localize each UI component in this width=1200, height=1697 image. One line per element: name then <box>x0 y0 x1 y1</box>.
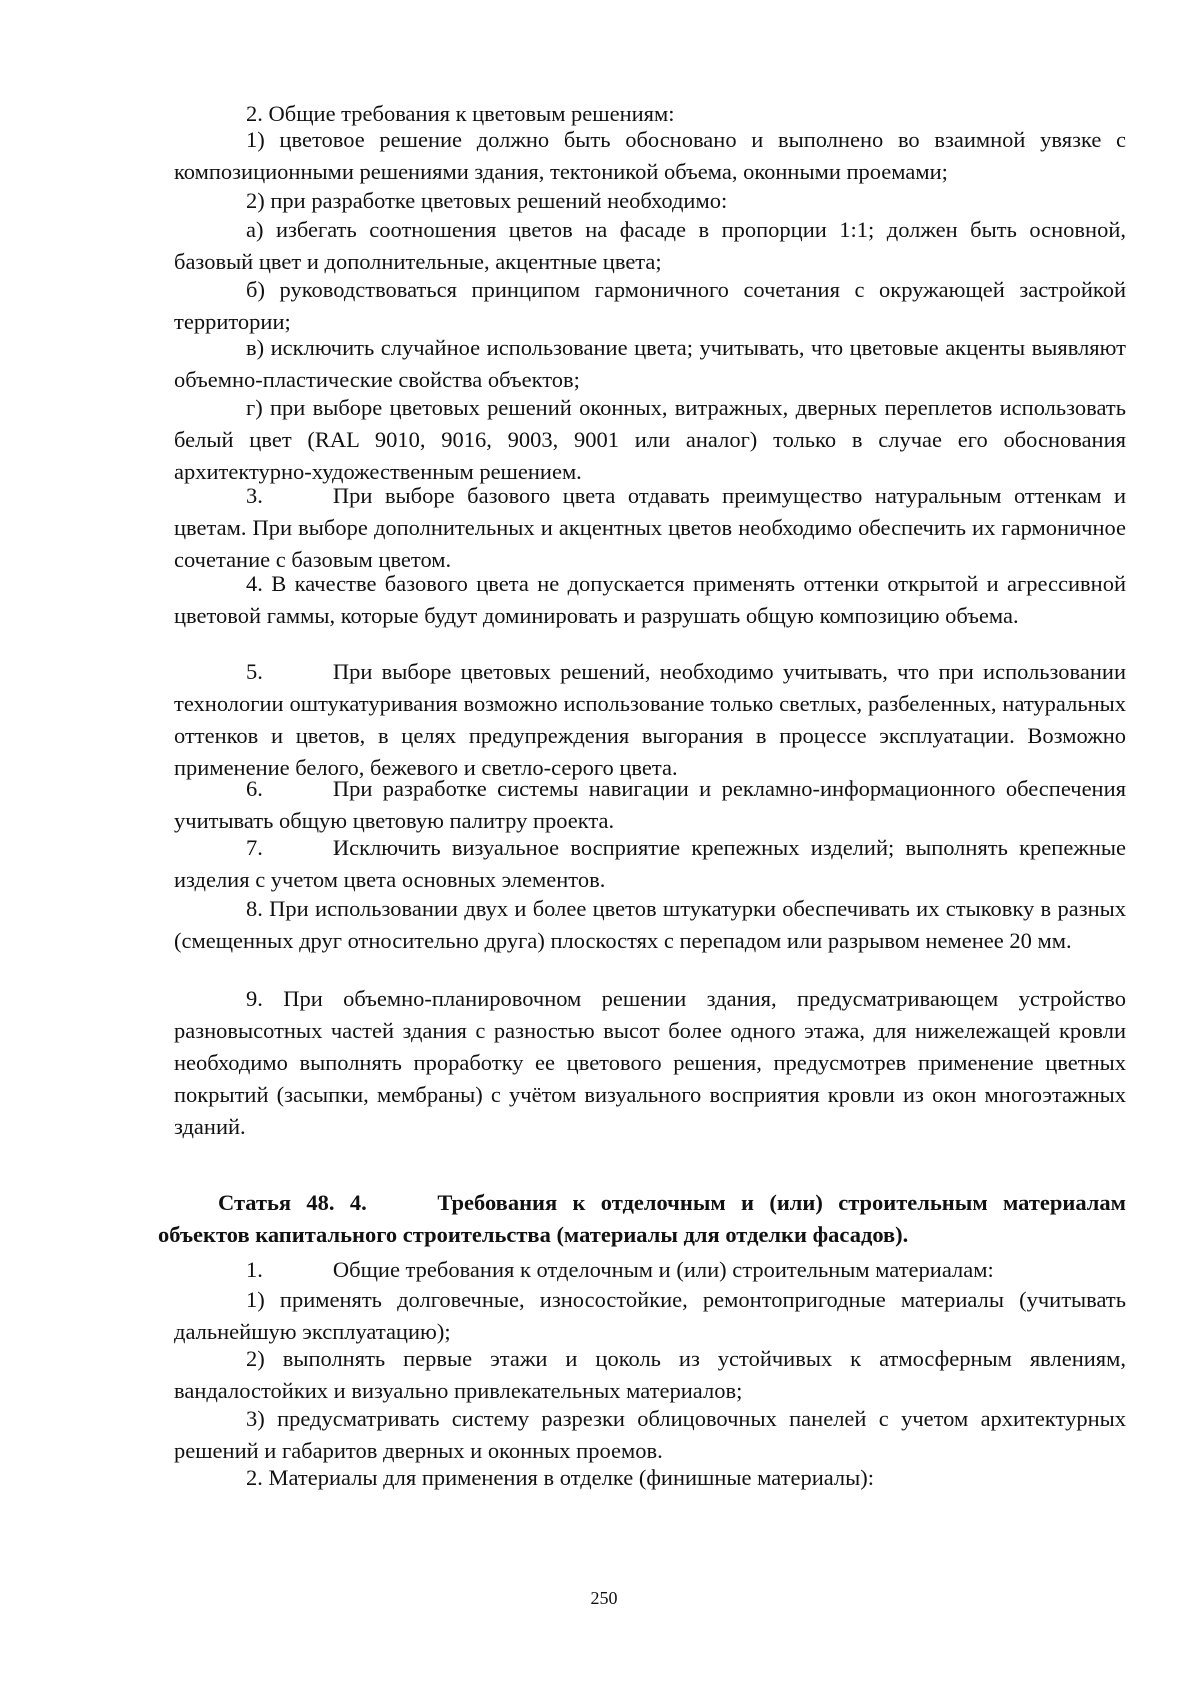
article-heading-title: Требования к отделочным и (или) строительным материалам объектов капитального строительства (материалы для отделки фасадов). <box>158 1190 1126 1247</box>
paragraph-3 <box>174 480 1126 576</box>
paragraph-3-number: 3. <box>246 483 263 508</box>
paragraph-5-number: 5. <box>246 659 263 684</box>
paragraph-6 <box>174 773 1126 837</box>
article-paragraph-1-text: Общие требования к отделочным и (или) строительным материалам: <box>332 1257 994 1282</box>
article-paragraph-1-number: 1. <box>246 1257 263 1282</box>
paragraph-2-2: 2) при разработке цветовых решений необходимо: <box>246 188 728 213</box>
paragraph-6-number: 6. <box>246 776 263 801</box>
article-paragraph-2: 2. Материалы для применения в отделке (финишные материалы): <box>246 1465 875 1490</box>
paragraph-5-text: При выборе цветовых решений, необходимо учитывать, что при использовании технологии оштукатуривания возможно использование только светлых, разбеленных, натуральных оттенков и цветов, в целях предупреждения выгорания в процессе эксплуатации. Возможно применение белого, бежевого и светло-серого цвета. <box>174 659 1126 780</box>
paragraph-2-heading: 2. Общие требования к цветовым решениям: <box>246 101 675 126</box>
paragraph-7-text: Исключить визуальное восприятие крепежных изделий; выполнять крепежные изделия с учетом цвета основных элементов. <box>174 835 1126 892</box>
paragraph-2-2-v: в) исключить случайное использование цвета; учитывать, что цветовые акценты выявляют объемно-пластические свойства объектов; <box>174 335 1126 392</box>
article-paragraph-1-1: 1) применять долговечные, износостойкие, ремонтопригодные материалы (учитывать дальнейшую эксплуатацию); <box>174 1287 1126 1344</box>
paragraph-5 <box>174 656 1126 784</box>
paragraph-9: 9. При объемно-планировочном решении здания, предусматривающем устройство разновысотных частей здания с разностью высот более одного этажа, для нижележащей кровли необходимо выполнять проработку ее цветового решения, предусмотрев применение цветных покрытий (засыпки, мембраны) с учётом визуального восприятия кровли из окон многоэтажных зданий. <box>174 986 1126 1139</box>
article-paragraph-1-2: 2) выполнять первые этажи и цоколь из устойчивых к атмосферным явлениям, вандалостойких и визуально привлекательных материалов; <box>174 1346 1126 1403</box>
article-heading <box>158 1187 1126 1251</box>
paragraph-2-1: 1) цветовое решение должно быть обосновано и выполнено во взаимной увязке с композиционными решениями здания, тектоникой объема, оконными проемами; <box>174 127 1126 184</box>
paragraph-2-2-b: б) руководствоваться принципом гармоничного сочетания с окружающей застройкой территории; <box>174 277 1126 334</box>
paragraph-2-2-g: г) при выборе цветовых решений оконных, витражных, дверных переплетов использовать белый цвет (RAL 9010, 9016, 9003, 9001 или аналог) только в случае его обоснования архитектурно-художественным решением. <box>174 395 1126 484</box>
article-paragraph-1-3: 3) предусматривать систему разрезки облицовочных панелей с учетом архитектурных решений и габаритов дверных и оконных проемов. <box>174 1406 1126 1463</box>
paragraph-6-text: При разработке системы навигации и рекламно-информационного обеспечения учитывать общую цветовую палитру проекта. <box>174 776 1126 833</box>
page-number: 250 <box>590 1588 618 1608</box>
paragraph-8: 8. При использовании двух и более цветов штукатурки обеспечивать их стыковку в разных (смещенных друг относительно друга) плоскостях с перепадом или разрывом неменее 20 мм. <box>174 896 1126 953</box>
article-heading-label: Статья 48. 4. <box>218 1190 367 1215</box>
paragraph-3-text: При выборе базового цвета отдавать преимущество натуральным оттенкам и цветам. При выборе дополнительных и акцентных цветов необходимо обеспечить их гармоничное сочетание с базовым цветом. <box>174 483 1126 572</box>
article-paragraph-1 <box>174 1254 1126 1286</box>
paragraph-7-number: 7. <box>246 835 263 860</box>
paragraph-4: 4. В качестве базового цвета не допускается применять оттенки открытой и агрессивной цветовой гаммы, которые будут доминировать и разрушать общую композицию объема. <box>174 571 1126 628</box>
paragraph-7 <box>174 832 1126 896</box>
paragraph-2-2-a: а) избегать соотношения цветов на фасаде в пропорции 1:1; должен быть основной, базовый цвет и дополнительные, акцентные цвета; <box>174 217 1126 274</box>
